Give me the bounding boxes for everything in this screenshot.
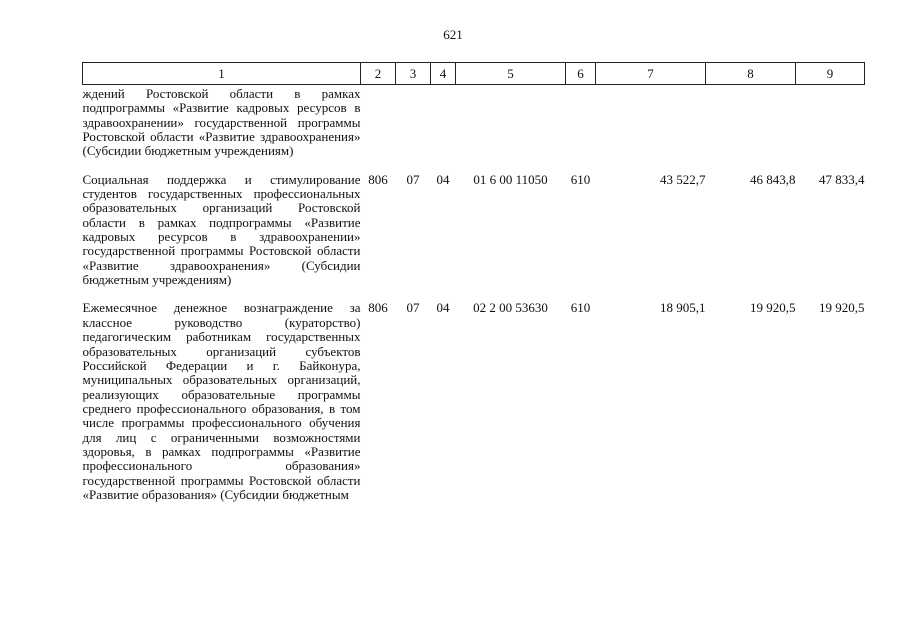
- row-description: Ежемесячное денежное вознаграждение за классное руководство (кураторство) педагогическим работникам государственных образовательных организаций субъектов Российской Федерации и г. Байконура, муниципальных образовательных организаций, реализующих образовательные программы среднего профессионального образования, в том числе программы профессионального обучения для лиц с ограниченными возможностями здоровья, в рамках подпрограммы «Развитие профессионального образования» государственной программы Ростовской области «Развитие образования» (Субсидии бюджетным: [82, 300, 361, 502]
- cell-subsection: [431, 85, 456, 173]
- cell-expense-type: [566, 85, 596, 173]
- cell-target-article: 01 6 00 11050: [473, 171, 548, 187]
- table-header-row: [83, 63, 865, 85]
- cell-section: 07: [406, 171, 420, 187]
- column-header: 9: [796, 63, 865, 85]
- column-header: 3: [396, 63, 431, 85]
- cell-amount-1: 18 905,1: [660, 300, 706, 316]
- column-header: 4: [431, 63, 456, 85]
- column-header: 7: [596, 63, 706, 85]
- cell-amount-1: [596, 85, 706, 173]
- table-row: [83, 173, 865, 302]
- column-header: 8: [706, 63, 796, 85]
- cell-ministry: [361, 85, 396, 173]
- cell-amount-2: 19 920,5: [750, 300, 796, 316]
- row-description: ждений Ростовской области в рамках подпрограммы «Развитие кадровых ресурсов в здравоохранении» государственной программы Ростовской области «Развитие здравоохранения» (Субсидии бюджетным учреждениям): [82, 86, 361, 159]
- cell-target-article: [456, 85, 566, 173]
- cell-section: 07: [406, 300, 420, 316]
- budget-table: [82, 62, 865, 502]
- table-row: [83, 301, 865, 502]
- cell-subsection: 04: [436, 171, 450, 187]
- page-number: 621: [443, 27, 463, 42]
- cell-amount-1: 43 522,7: [660, 171, 706, 187]
- column-header: 1: [83, 63, 361, 85]
- cell-subsection: 04: [436, 300, 450, 316]
- table-row: [83, 85, 865, 173]
- cell-section: [396, 85, 431, 173]
- cell-target-article: 02 2 00 53630: [473, 300, 548, 316]
- column-header: 2: [361, 63, 396, 85]
- cell-amount-3: [796, 85, 865, 173]
- cell-amount-3: 47 833,4: [819, 171, 865, 187]
- cell-expense-type: 610: [570, 171, 591, 187]
- cell-amount-3: 19 920,5: [819, 300, 865, 316]
- cell-ministry: 806: [368, 171, 388, 187]
- cell-ministry: 806: [368, 300, 388, 316]
- column-header: 5: [456, 63, 566, 85]
- column-header: 6: [566, 63, 596, 85]
- cell-amount-2: [706, 85, 796, 173]
- cell-expense-type: 610: [570, 300, 591, 316]
- row-description: Социальная поддержка и стимулирование студентов государственных профессиональных образовательных организаций Ростовской области в рамках подпрограммы «Развитие кадровых ресурсов в здравоохранении» государственной программы Ростовской области «Развитие здравоохранения» (Субсидии бюджетным учреждениям): [82, 171, 361, 288]
- cell-amount-2: 46 843,8: [750, 171, 796, 187]
